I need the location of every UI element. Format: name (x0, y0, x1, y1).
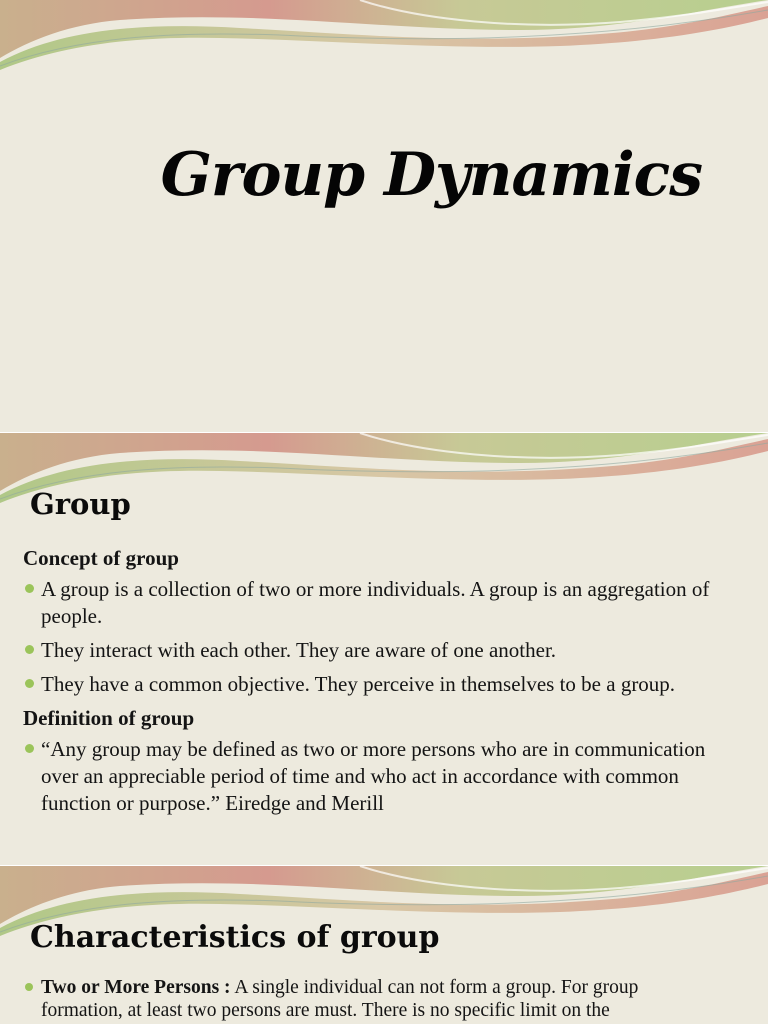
bullet-item (23, 976, 723, 1022)
subheading-definition: Definition of group (23, 706, 195, 730)
slide-heading: Group (30, 487, 131, 521)
slide-body (23, 545, 723, 824)
slide-1 (0, 0, 768, 432)
header-swoosh-decoration (0, 0, 768, 80)
bullet-text: They interact with each other. They are aware of one another. (41, 638, 557, 662)
bullet-text: A single individual can not form a group. For group formation, at least two persons are must. There is no specific limit on the (41, 977, 639, 1021)
bullet-item (23, 576, 723, 630)
bullet-item (23, 736, 723, 817)
bullet-text: “Any group may be defined as two or more persons who are in communication over an appreciable period of time and who act in accordance with common function or purpose.” Eiredge and Merill (41, 737, 706, 815)
slide-2 (0, 433, 768, 865)
slide-body (23, 976, 723, 1024)
slide-heading: Characteristics of group (30, 920, 440, 955)
bullet-dot-icon (25, 679, 34, 688)
bullet-dot-icon (25, 584, 34, 593)
bullet-dot-icon (25, 744, 34, 753)
bullet-item (23, 637, 723, 664)
bullet-text: A group is a collection of two or more individuals. A group is an aggregation of people. (41, 577, 710, 628)
bullet-term: Two or More Persons : (41, 977, 231, 998)
slide-3 (0, 866, 768, 1024)
bullet-dot-icon (25, 645, 34, 654)
presentation-title: Group Dynamics (160, 140, 702, 210)
bullet-item (23, 671, 723, 698)
bullet-dot-icon (25, 983, 33, 991)
bullet-text: They have a common objective. They perceive in themselves to be a group. (41, 672, 676, 696)
subheading-concept: Concept of group (23, 546, 179, 570)
